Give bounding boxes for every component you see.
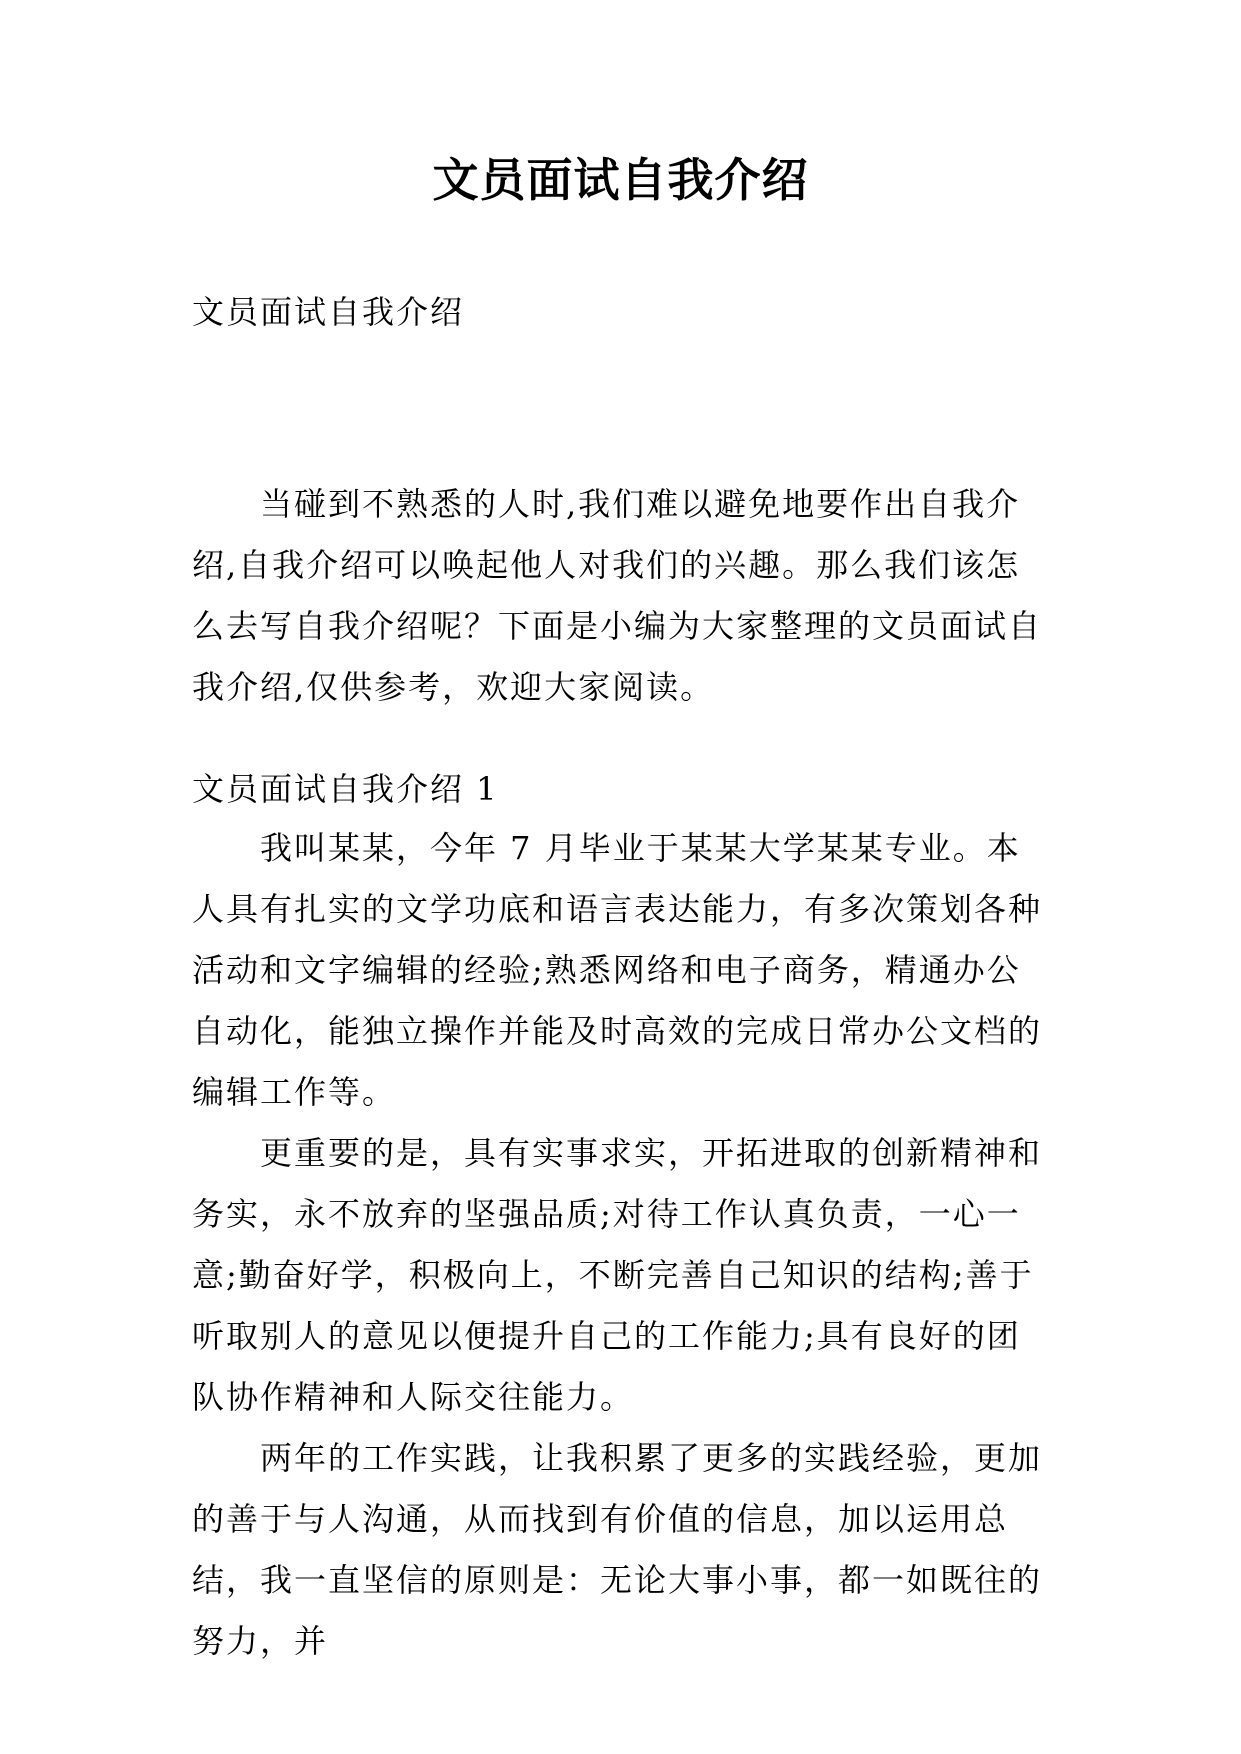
- intro-paragraph: 当碰到不熟悉的人时,我们难以避免地要作出自我介绍,自我介绍可以唤起他人对我们的兴趣。那么我们该怎么去写自我介绍呢？下面是小编为大家整理的文员面试自我介绍,仅供参考，欢迎大家阅读。: [192, 485, 1043, 706]
- document-title: 文员面试自我介绍: [432, 153, 809, 207]
- body-paragraph-3: 两年的工作实践，让我积累了更多的实践经验，更加的善于与人沟通，从而找到有价值的信息，加以运用总结，我一直坚信的原则是：无论大事小事，都一如既往的努力，并: [192, 1439, 1043, 1660]
- body-paragraph-2: 更重要的是，具有实事求实，开拓进取的创新精神和务实，永不放弃的坚强品质;对待工作认真负责，一心一意;勤奋好学，积极向上，不断完善自己知识的结构;善于听取别人的意见以便提升自己的工作能力;具有良好的团队协作精神和人际交往能力。: [192, 1134, 1043, 1416]
- intro-section: [192, 474, 1054, 718]
- document-subtitle: 文员面试自我介绍: [192, 293, 465, 331]
- body-paragraph-1: 我叫某某，今年 7 月毕业于某某大学某某专业。本人具有扎实的文学功底和语言表达能力，有多次策划各种活动和文字编辑的经验;熟悉网络和电子商务，精通办公自动化，能独立操作并能及时高效的完成日常办公文档的编辑工作等。: [192, 829, 1043, 1111]
- section-1-heading: 文员面试自我介绍 1: [192, 770, 499, 808]
- section-1-body: [192, 818, 1054, 1672]
